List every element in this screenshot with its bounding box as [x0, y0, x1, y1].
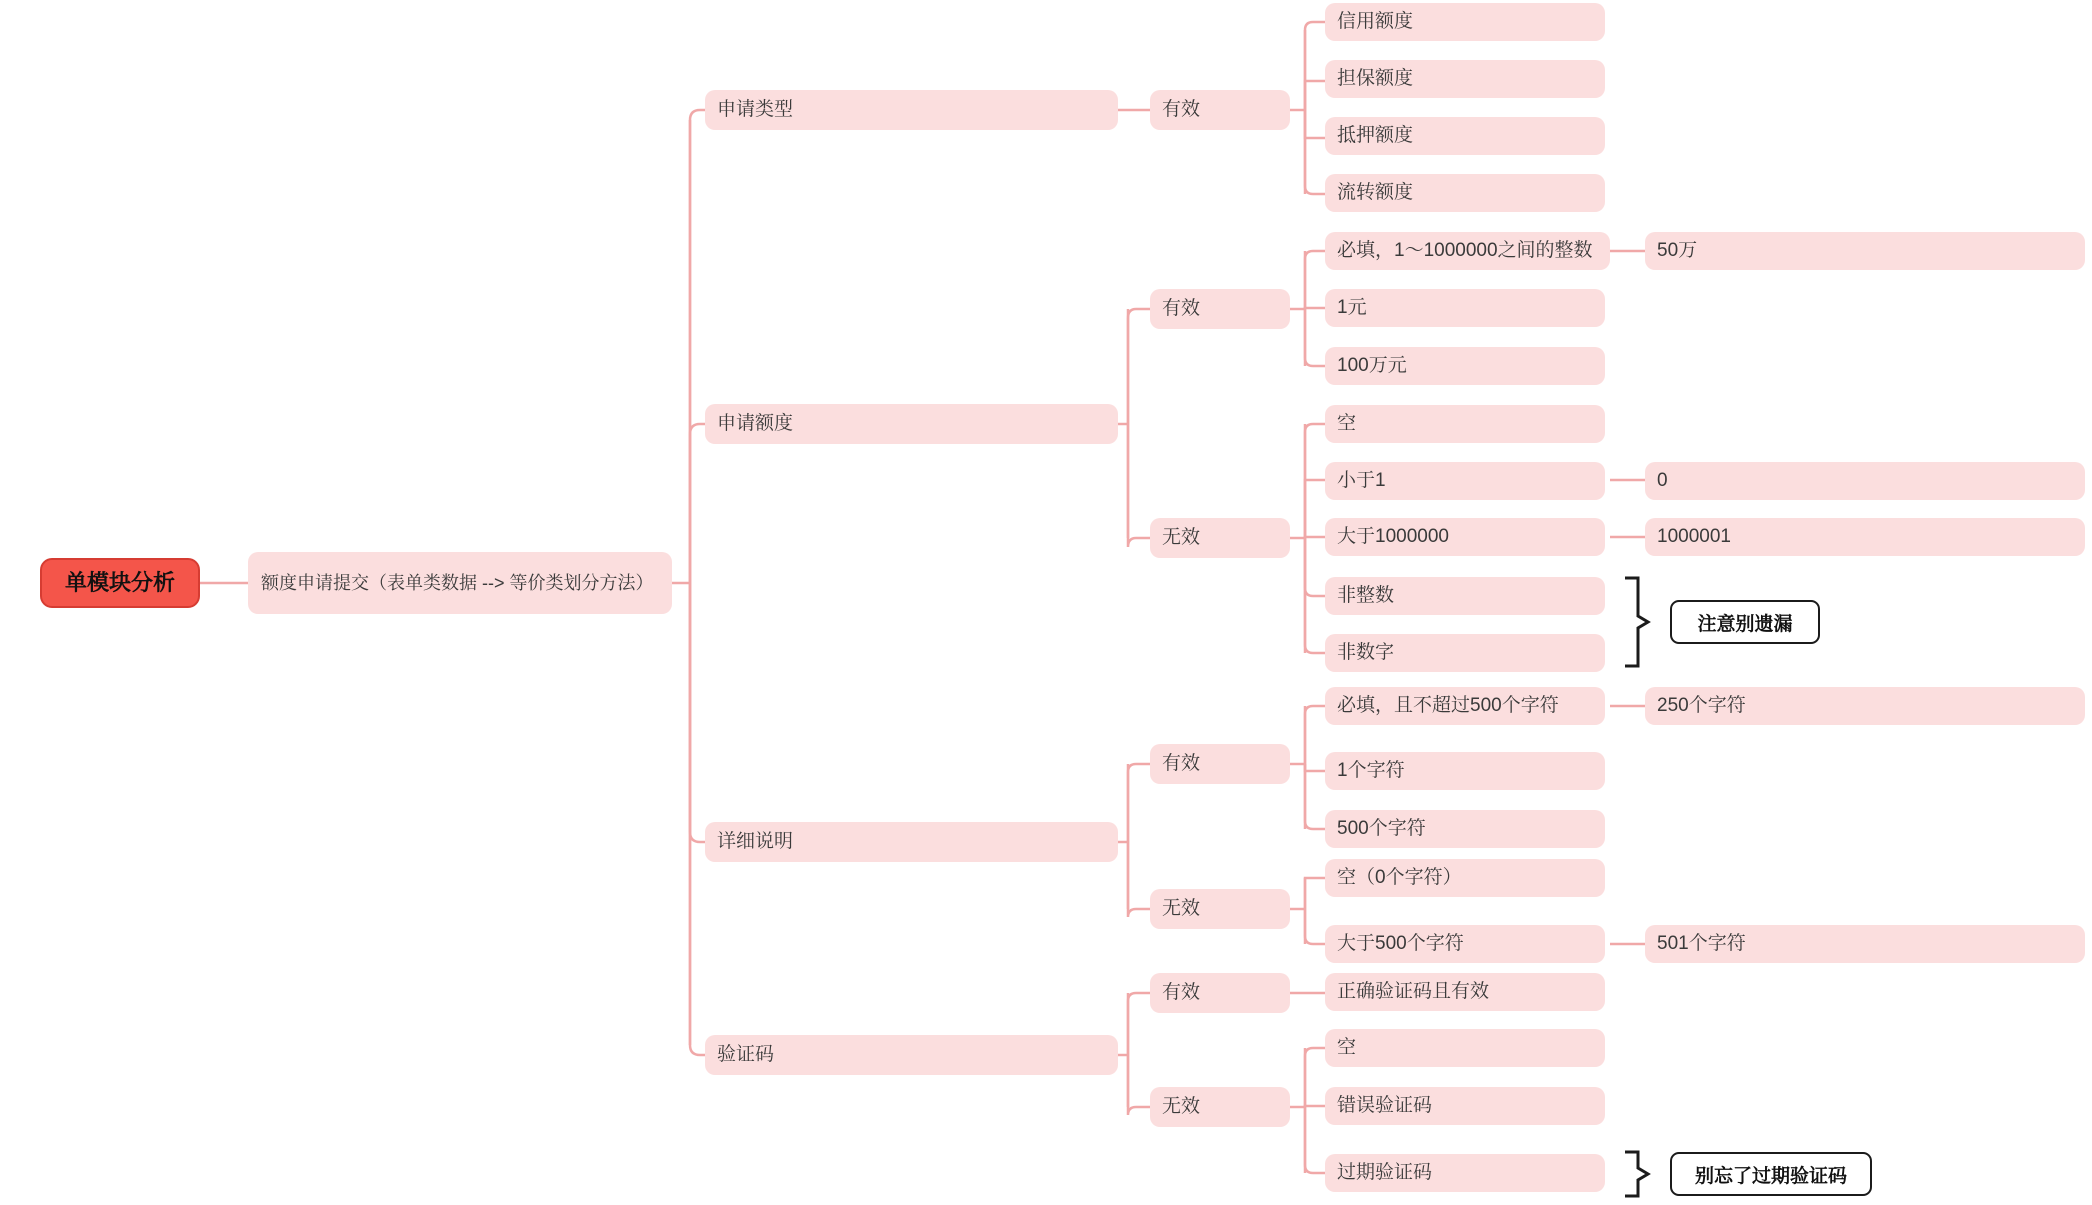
case-label: 流转额度 [1337, 182, 1414, 204]
value-node[interactable] [1645, 232, 2085, 270]
group-label: 无效 [1162, 898, 1201, 920]
field-node-application-amount[interactable] [705, 404, 1118, 444]
group-label: 无效 [1162, 1096, 1201, 1118]
group-node-valid[interactable] [1150, 289, 1290, 329]
case-label: 空（0个字符） [1337, 867, 1462, 889]
case-node[interactable] [1325, 925, 1605, 963]
group-node-invalid[interactable] [1150, 518, 1290, 558]
group-node-valid[interactable] [1150, 90, 1290, 130]
note-label: 别忘了过期验证码 [1694, 1165, 1847, 1187]
group-node-valid[interactable] [1150, 744, 1290, 784]
case-node[interactable] [1325, 405, 1605, 443]
case-label: 1个字符 [1337, 760, 1405, 782]
case-node[interactable] [1325, 752, 1605, 790]
case-node[interactable] [1325, 634, 1605, 672]
case-node[interactable] [1325, 1029, 1605, 1067]
field-label: 验证码 [717, 1044, 775, 1066]
value-label: 250个字符 [1657, 695, 1746, 717]
case-label: 非整数 [1337, 585, 1395, 607]
case-label: 信用额度 [1337, 11, 1414, 33]
case-label: 错误验证码 [1337, 1095, 1433, 1117]
case-node[interactable] [1325, 1154, 1605, 1192]
case-node[interactable] [1325, 810, 1605, 848]
value-node[interactable] [1645, 462, 2085, 500]
value-label: 0 [1657, 470, 1668, 492]
value-node[interactable] [1645, 925, 2085, 963]
case-label: 抵押额度 [1337, 125, 1414, 147]
case-label: 必填，且不超过500个字符 [1337, 695, 1559, 717]
field-label: 申请额度 [717, 413, 794, 435]
case-node[interactable] [1325, 3, 1605, 41]
case-node[interactable] [1325, 60, 1605, 98]
case-label: 大于1000000 [1337, 526, 1449, 548]
case-node[interactable] [1325, 577, 1605, 615]
group-node-invalid[interactable] [1150, 889, 1290, 929]
group-label: 无效 [1162, 527, 1201, 549]
case-label: 非数字 [1337, 642, 1395, 664]
case-node[interactable] [1325, 859, 1605, 897]
brace-group [1625, 578, 1648, 1196]
case-node[interactable] [1325, 232, 1610, 270]
field-label: 详细说明 [717, 831, 794, 853]
note-callout[interactable] [1670, 1152, 1872, 1196]
value-label: 1000001 [1657, 526, 1731, 548]
field-node-application-type[interactable] [705, 90, 1118, 130]
group-label: 有效 [1162, 982, 1201, 1004]
field-label: 申请类型 [717, 99, 794, 121]
case-node[interactable] [1325, 518, 1605, 556]
value-label: 50万 [1657, 240, 1698, 262]
case-label: 过期验证码 [1337, 1162, 1433, 1184]
case-label: 小于1 [1337, 470, 1386, 492]
case-label: 100万元 [1337, 355, 1407, 377]
group-node-valid[interactable] [1150, 973, 1290, 1013]
case-label: 必填，1～1000000之间的整数 [1337, 240, 1593, 262]
note-callout[interactable] [1670, 600, 1820, 644]
root-label: 单模块分析 [64, 570, 175, 596]
branch-label: 额度申请提交（表单类数据 --> 等价类划分方法） [261, 572, 654, 593]
case-node[interactable] [1325, 347, 1605, 385]
case-label: 空 [1337, 1037, 1357, 1059]
case-node[interactable] [1325, 174, 1605, 212]
group-label: 有效 [1162, 753, 1201, 775]
case-node[interactable] [1325, 289, 1605, 327]
case-label: 空 [1337, 413, 1357, 435]
case-node[interactable] [1325, 462, 1605, 500]
case-node[interactable] [1325, 117, 1605, 155]
value-label: 501个字符 [1657, 933, 1746, 955]
case-node[interactable] [1325, 1087, 1605, 1125]
case-label: 大于500个字符 [1337, 933, 1464, 955]
root-node[interactable] [40, 558, 200, 608]
note-label: 注意别遗漏 [1697, 613, 1793, 635]
group-label: 有效 [1162, 298, 1201, 320]
case-node[interactable] [1325, 973, 1605, 1011]
case-label: 正确验证码且有效 [1337, 981, 1490, 1003]
case-label: 500个字符 [1337, 818, 1426, 840]
case-label: 1元 [1337, 297, 1367, 319]
field-node-detail-description[interactable] [705, 822, 1118, 862]
case-node[interactable] [1325, 687, 1605, 725]
case-label: 担保额度 [1337, 68, 1414, 90]
branch-node[interactable] [248, 552, 672, 614]
value-node[interactable] [1645, 518, 2085, 556]
field-node-captcha[interactable] [705, 1035, 1118, 1075]
group-node-invalid[interactable] [1150, 1087, 1290, 1127]
group-label: 有效 [1162, 99, 1201, 121]
value-node[interactable] [1645, 687, 2085, 725]
